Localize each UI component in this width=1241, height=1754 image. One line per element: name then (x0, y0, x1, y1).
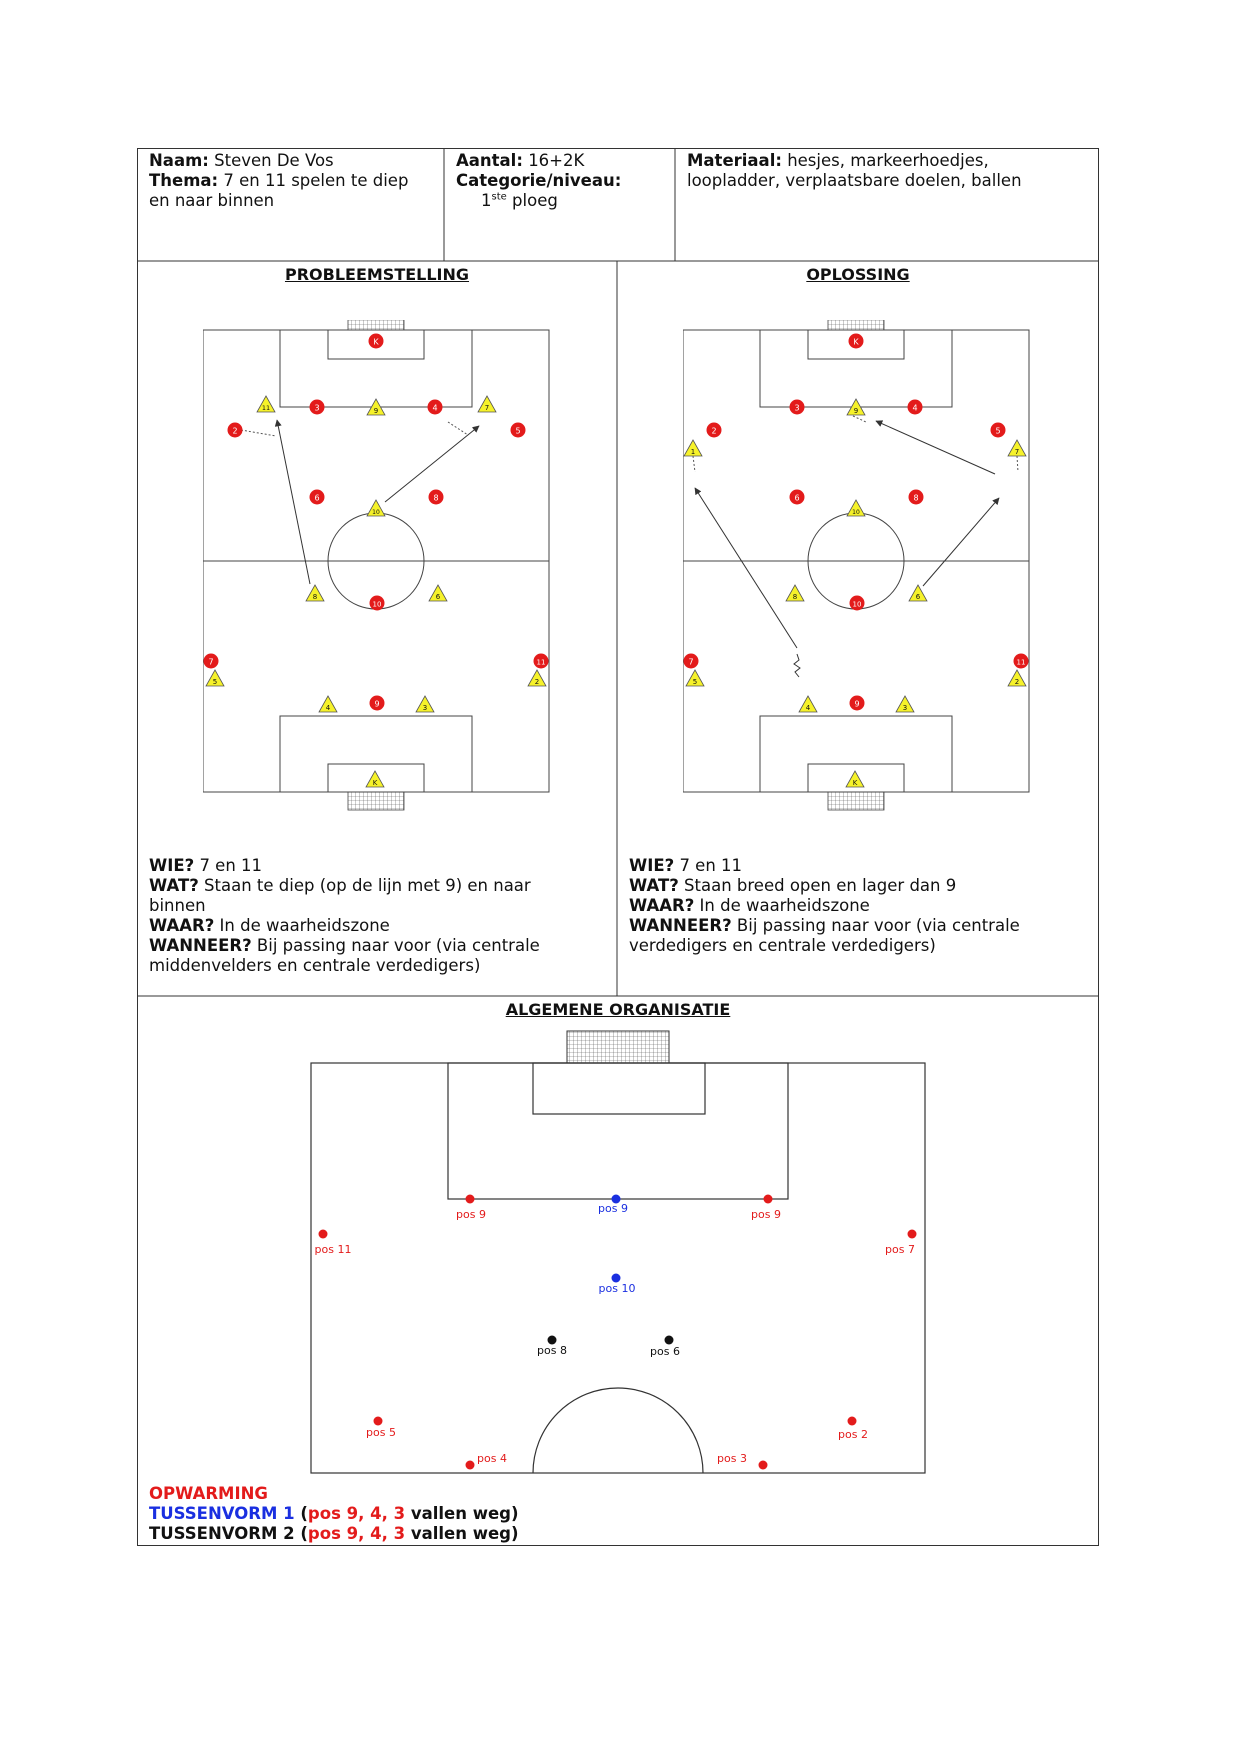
pos7-dot (908, 1230, 917, 1239)
thema-value-2: en naar binnen (149, 191, 275, 210)
red-player-7 (204, 654, 219, 669)
materiaal-value-2: loopladder, verplaatsbare doelen, ballen (687, 171, 1022, 190)
red-player-11 (1014, 654, 1029, 669)
yellow-player-10 (847, 500, 865, 516)
svg-text:4: 4 (432, 403, 438, 413)
aantal-label: Aantal: (456, 151, 523, 170)
svg-text:K: K (373, 337, 379, 347)
svg-text:4: 4 (805, 704, 811, 712)
svg-text:K: K (372, 779, 378, 787)
pos6-label: pos 6 (650, 1345, 680, 1358)
pos9-center-label: pos 9 (598, 1202, 628, 1215)
probleem-title: PROBLEEMSTELLING (284, 265, 470, 284)
red-player-2 (228, 423, 243, 438)
naam-label: Naam: (149, 151, 209, 170)
yellow-player-k (846, 771, 864, 787)
probleem-wie-label: WIE? (149, 856, 195, 875)
oplossing-wie-label: WIE? (629, 856, 675, 875)
svg-text:5: 5 (995, 426, 1001, 436)
oplossing-wanneer-value-1: Bij passing naar voor (via centrale (736, 916, 1020, 935)
red-player-9 (370, 696, 385, 711)
svg-text:K: K (852, 779, 858, 787)
svg-text:3: 3 (794, 403, 800, 413)
categorie-num: 1 (481, 191, 492, 210)
yellow-player-6 (909, 585, 927, 601)
svg-text:6: 6 (435, 593, 441, 601)
svg-text:8: 8 (312, 593, 318, 601)
thema-label: Thema: (149, 171, 219, 190)
yellow-player-5 (686, 670, 704, 686)
pos4-label: pos 4 (477, 1452, 507, 1465)
svg-text:5: 5 (212, 678, 218, 686)
svg-text:5: 5 (515, 426, 521, 436)
red-player-10 (850, 596, 865, 611)
yellow-player-4 (319, 696, 337, 712)
red-player-11 (534, 654, 549, 669)
oplossing-wat-value: Staan breed open en lager dan 9 (684, 876, 957, 895)
probleem-wanneer-value-2: middenvelders en centrale verdedigers) (149, 956, 481, 975)
red-player-9 (850, 696, 865, 711)
red-player-k (369, 334, 384, 349)
tussenvorm2-label: TUSSENVORM 2 (149, 1524, 295, 1543)
svg-text:8: 8 (913, 493, 919, 503)
probleem-wie-value: 7 en 11 (199, 856, 263, 875)
yellow-player-2 (1008, 670, 1026, 686)
pos9-right-dot (764, 1195, 773, 1204)
header-materiaal (687, 151, 1092, 191)
probleem-wat-value-2: binnen (149, 896, 206, 915)
svg-text:11: 11 (1016, 658, 1026, 667)
probleem-text (149, 856, 609, 976)
tussenvorm2-vallen-weg: vallen weg) (410, 1524, 519, 1543)
svg-text:1: 1 (690, 448, 696, 456)
yellow-player-5 (206, 670, 224, 686)
red-player-5 (991, 423, 1006, 438)
yellow-player-8 (306, 585, 324, 601)
pos3-label: pos 3 (717, 1452, 747, 1465)
probleem-wat-label: WAT? (149, 876, 199, 895)
yellow-player-4 (799, 696, 817, 712)
pos5-dot (374, 1417, 383, 1426)
svg-text:9: 9 (854, 699, 860, 709)
yellow-player-3 (896, 696, 914, 712)
probleem-wat-value-1: Staan te diep (op de lijn met 9) en naar (204, 876, 531, 895)
red-player-6 (310, 490, 325, 505)
header-aantal (456, 151, 671, 211)
yellow-player-7 (1008, 440, 1026, 456)
probleem-wanneer-label: WANNEER? (149, 936, 252, 955)
svg-text:3: 3 (314, 403, 320, 413)
oplossing-waar-value: In de waarheidszone (699, 896, 870, 915)
red-player-3 (790, 400, 805, 415)
svg-text:3: 3 (902, 704, 908, 712)
pos10-label: pos 10 (598, 1282, 636, 1295)
svg-text:10: 10 (372, 600, 382, 609)
yellow-player-3 (416, 696, 434, 712)
organisatie-title: ALGEMENE ORGANISATIE (505, 1000, 731, 1019)
header-naam-thema (149, 151, 439, 211)
aantal-value: 16+2K (528, 151, 585, 170)
thema-value-1: 7 en 11 spelen te diep (223, 171, 409, 190)
svg-text:9: 9 (853, 407, 859, 415)
session-sheet (137, 148, 1099, 1546)
yellow-player-10 (367, 500, 385, 516)
yellow-player-11 (257, 396, 275, 412)
naam-value: Steven De Vos (214, 151, 334, 170)
red-player-8 (429, 490, 444, 505)
pos2-label: pos 2 (838, 1428, 868, 1441)
svg-text:7: 7 (1014, 448, 1020, 456)
materiaal-label: Materiaal: (687, 151, 782, 170)
opwarming-label: OPWARMING (149, 1484, 268, 1503)
svg-text:K: K (853, 337, 859, 347)
svg-text:7: 7 (208, 657, 214, 667)
probleem-pitch (203, 312, 549, 810)
tussenvorm2-open: ( (300, 1524, 308, 1543)
oplossing-text (629, 856, 1091, 956)
svg-text:5: 5 (692, 678, 698, 686)
svg-text:6: 6 (314, 493, 320, 503)
oplossing-pitch (683, 312, 1029, 810)
categorie-rest: ploeg (512, 191, 558, 210)
red-player-10 (370, 596, 385, 611)
probleem-waar-value: In de waarheidszone (219, 916, 390, 935)
yellow-player-2 (528, 670, 546, 686)
pos7-label: pos 7 (885, 1243, 915, 1256)
red-player-4 (908, 400, 923, 415)
svg-text:7: 7 (688, 657, 694, 667)
svg-text:6: 6 (794, 493, 800, 503)
yellow-player-8 (786, 585, 804, 601)
red-player-2 (707, 423, 722, 438)
pos4-dot (466, 1461, 475, 1470)
probleem-waar-label: WAAR? (149, 916, 215, 935)
svg-text:9: 9 (373, 407, 379, 415)
organisatie-pitch (311, 1031, 925, 1473)
svg-text:10: 10 (852, 600, 862, 609)
svg-text:8: 8 (792, 593, 798, 601)
svg-text:4: 4 (325, 704, 331, 712)
oplossing-title: OPLOSSING (806, 265, 910, 284)
red-player-k (849, 334, 864, 349)
svg-text:9: 9 (374, 699, 380, 709)
pos9-left-label: pos 9 (456, 1208, 486, 1221)
oplossing-wie-value: 7 en 11 (679, 856, 743, 875)
pos11-dot (319, 1230, 328, 1239)
yellow-player-k (366, 771, 384, 787)
pos6-dot (665, 1336, 674, 1345)
yellow-player-7 (478, 396, 496, 412)
probleem-wanneer-value-1: Bij passing naar voor (via centrale (256, 936, 540, 955)
svg-text:2: 2 (711, 426, 717, 436)
red-player-8 (909, 490, 924, 505)
svg-text:3: 3 (422, 704, 428, 712)
red-player-6 (790, 490, 805, 505)
oplossing-wanneer-label: WANNEER? (629, 916, 732, 935)
pos8-label: pos 8 (537, 1344, 567, 1357)
oplossing-wanneer-value-2: verdedigers en centrale verdedigers) (629, 936, 936, 955)
categorie-sup: ste (491, 191, 507, 203)
pos11-label: pos 11 (314, 1243, 352, 1256)
svg-text:2: 2 (534, 678, 540, 686)
oplossing-waar-label: WAAR? (629, 896, 695, 915)
materiaal-value-1: hesjes, markeerhoedjes, (787, 151, 989, 170)
svg-text:4: 4 (912, 403, 918, 413)
svg-text:2: 2 (1014, 678, 1020, 686)
svg-text:10: 10 (852, 509, 860, 516)
tussenvorm2-positions: pos 9, 4, 3 (307, 1524, 406, 1543)
yellow-player-6 (429, 585, 447, 601)
red-player-4 (428, 400, 443, 415)
svg-text:10: 10 (372, 509, 380, 516)
svg-text:11: 11 (261, 404, 271, 412)
svg-text:11: 11 (536, 658, 546, 667)
tussenvorm1-positions: pos 9, 4, 3 (307, 1504, 406, 1523)
pos9-right-label: pos 9 (751, 1208, 781, 1221)
pos9-left-dot (466, 1195, 475, 1204)
tussenvorm1-open: ( (300, 1504, 308, 1523)
pos5-label: pos 5 (366, 1426, 396, 1439)
tussenvorm1-vallen-weg: vallen weg) (410, 1504, 519, 1523)
yellow-player-1 (684, 440, 702, 456)
categorie-label: Categorie/niveau: (456, 171, 622, 190)
sheet-graphics (137, 148, 1099, 1546)
red-player-3 (310, 400, 325, 415)
svg-text:8: 8 (433, 493, 439, 503)
pos2-dot (848, 1417, 857, 1426)
svg-text:7: 7 (484, 404, 490, 412)
red-player-7 (684, 654, 699, 669)
svg-text:2: 2 (232, 426, 238, 436)
oplossing-wat-label: WAT? (629, 876, 679, 895)
organisatie-forms (149, 1484, 1049, 1544)
pos3-dot (759, 1461, 768, 1470)
svg-text:6: 6 (915, 593, 921, 601)
red-player-5 (511, 423, 526, 438)
tussenvorm1-label: TUSSENVORM 1 (149, 1504, 295, 1523)
